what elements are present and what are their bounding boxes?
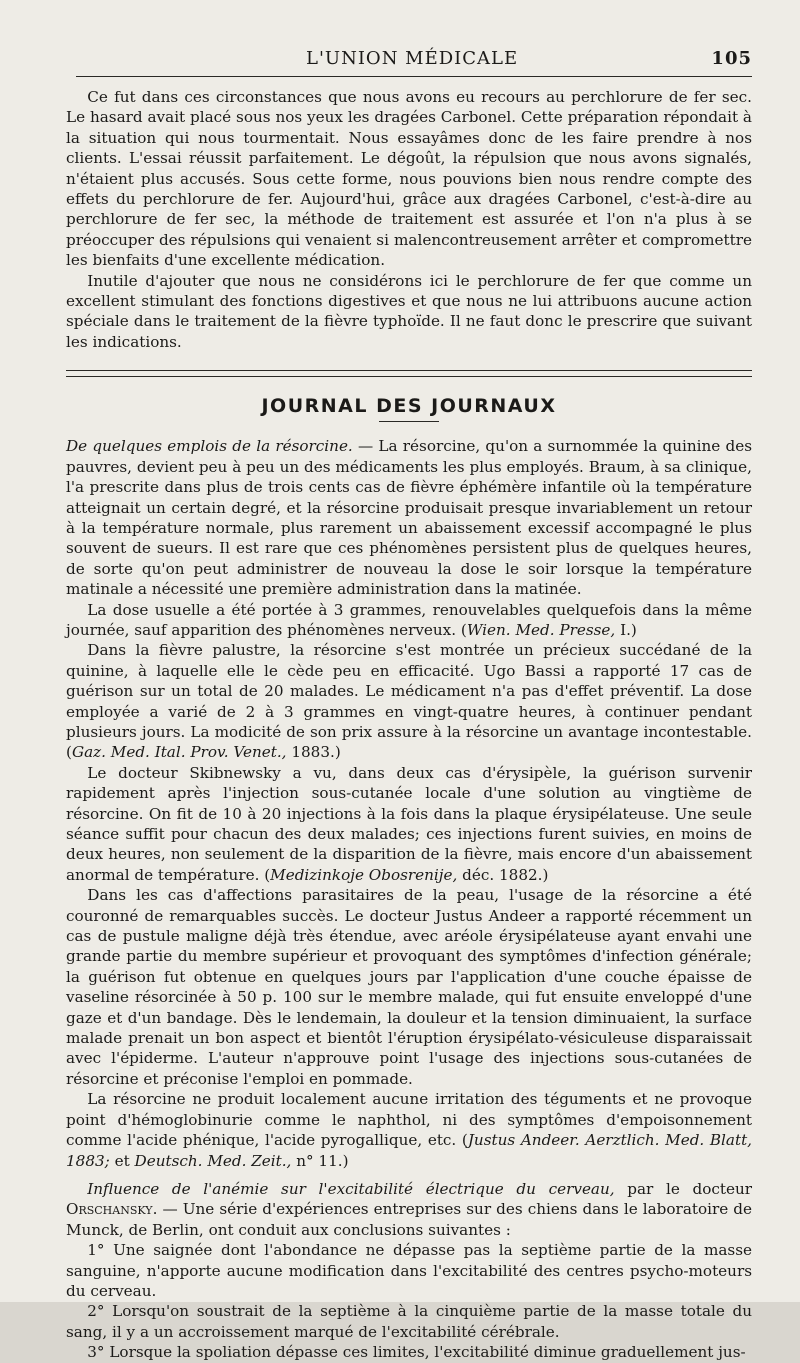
section-title: JOURNAL DES JOURNAUX — [261, 395, 557, 418]
article-2-point-2: 2° Lorsqu'on soustrait de la septième à la cinquième partie de la masse totale du sang, il y a un accroissement marqué de l'excitabilité cérébrale. — [66, 1302, 752, 1341]
p2-end: I.) — [615, 620, 637, 639]
p6-text: La résorcine ne produit localement aucune irritation des téguments et ne provoque point d'hémoglobinurie comme le naphthol, ni des symptômes d'empoisonnement comme l'acide phénique, l'acide pyrogallique, etc. ( — [66, 1090, 752, 1150]
p6-end: n° 11.) — [291, 1151, 349, 1170]
p3-text: Dans la fièvre palustre, la résorcine s'est montrée un précieux succédané de la quinine, à laquelle elle le cède peu en efficacité. Ugo Bassi a rapporté 17 cas de guérison sur un total de 20 malades. Le médicament n'a pas d'effet préventif. La dose employée a varié de 2 à 3 grammes en vingt-quatre heures, à continuer pendant plusieurs jours. La modicité de son prix assure à la résorcine un avantage incontestable. ( — [66, 641, 752, 762]
article-2-point-1: 1° Une saignée dont l'abondance ne dépasse pas la septième partie de la masse sanguine, n'apporte aucune modification dans l'excitabilité des centres psycho-moteurs du cerveau. — [66, 1241, 752, 1300]
section-divider — [66, 370, 752, 377]
citation: Wien. Med. Presse, — [466, 620, 616, 639]
article-2-point-3: 3° Lorsque la spoliation dépasse ces limites, l'excitabilité diminue graduellement jus- — [87, 1343, 746, 1362]
p6-mid: et — [109, 1151, 135, 1170]
p4-end: déc. 1882.) — [457, 865, 549, 884]
article-2-p1-text: . — Une série d'expériences entreprises sur des chiens dans le laboratoire de Munck, de Berlin, ont conduit aux conclusions suivantes : — [66, 1200, 752, 1239]
article-2-lead: Influence de l'anémie sur l'excitabilité électrique du cerveau, — [87, 1179, 615, 1198]
article-1-paragraph-2 — [66, 600, 752, 641]
p2-text: La dose usuelle a été portée à 3 grammes, renouvelables quelquefois dans la même journée, sauf apparition des phénomènes nerveux. ( — [66, 600, 752, 639]
p3-end: 1883.) — [286, 743, 341, 762]
article-1-lead: De quelques emplois de la résorcine. — [66, 437, 353, 456]
citation: Medizinkoje Obosrenije, — [270, 865, 458, 884]
article-1-p1-text: — La résorcine, qu'on a surnommée la quinine des pauvres, devient peu à peu un des médicaments les plus employés. Braum, à sa clinique, l'a prescrite dans plus de trois cents cas de fièvre éphémère infantile où la température atteignait un certain degré, et la résorcine produisait presque invariablement un retour à la température normale, plus rarement un abaissement excessif accompagné le plus souvent de sueurs. Il est rare que ces phénomènes persistent plus de quelques heures, de sorte qu'on peut administrer de nouveau la dose le soir lorsque la température matinale a nécessité une première administration dans la matinée. — [66, 437, 752, 599]
article-2-paragraph-1 — [66, 1179, 752, 1240]
header-rule — [76, 76, 752, 77]
article-1-paragraph-5: Dans les cas d'affections parasitaires de la peau, l'usage de la résorcine a été couronné de remarquables succès. Le docteur Justus Andeer a rapporté récemment un cas de pustule maligne déjà très étendue, avec aréole érysipélateuse ayant envahi une grande partie du membre supérieur et provoquant des symptômes d'infection générale; la guérison fut obtenue en quelques jours par l'application d'une couche épaisse de vaseline résorcinée à 50 p. 100 sur le membre malade, qui fut ensuite enveloppé d'une gaze et d'un bandage. Dès le lendemain, la douleur et la tension diminuaient, la surface malade prenait un bon aspect et bientôt l'éruption érysipélato-vésiculeuse disparaissait avec l'épiderme. L'auteur n'approuve point l'usage des injections sous-cutanées de résorcine et préconise l'emploi en pommade. — [66, 886, 752, 1088]
title-underline — [379, 421, 439, 422]
article-1-paragraph-3 — [66, 640, 752, 762]
page-number: 105 — [711, 48, 752, 69]
citation: Justus Andeer. Aerztlich. Med. Blatt, 1883; — [66, 1131, 752, 1170]
running-title: L'UNION MÉDICALE — [306, 48, 519, 69]
citation: Gaz. Med. Ital. Prov. Venet., — [71, 743, 287, 762]
article-1-paragraph-1 — [66, 436, 752, 599]
citation: Deutsch. Med. Zeit., — [134, 1151, 292, 1170]
intro-paragraph-2: Inutile d'ajouter que nous ne considérons ici le perchlorure de fer que comme un excellent stimulant des fonctions digestives et que nous ne lui attribuons aucune action spéciale dans le traitement de la fièvre typhoïde. Il ne faut donc le prescrire que suivant les indications. — [66, 271, 752, 351]
intro-paragraph-1: Ce fut dans ces circonstances que nous avons eu recours au perchlorure de fer sec. Le hasard avait placé sous nos yeux les dragées Carbonel. Cette préparation répondait à la situation qui nous tourmentait. Nous essayâmes donc de les faire prendre à nos clients. L'essai réussit parfaitement. Le dégoût, la répulsion que nous avons signalés, n'étaient plus accusés. Sous cette forme, nous pouvions bien nous rendre compte des effets du perchlorure de fer. Aujourd'hui, grâce aux dragées Carbonel, c'est-à-dire au perchlorure de fer sec, la méthode de traitement est assurée et l'on n'a plus à se préoccuper des répulsions qui venaient si malencontreusement arrêter et compromettre les bienfaits d'une excellente médication. — [66, 88, 752, 270]
p4-text: Le docteur Skibnewsky a vu, dans deux cas d'érysipèle, la guérison survenir rapidement après l'injection sous-cutanée locale d'une solution au vingtième de résorcine. On fit de 10 à 20 injections à la fois dans la plaque érysipélateuse. Une seule séance suffit pour chacun des deux malades; ces injections furent suivies, en moins de deux heures, non seulement de la disparition de la fièvre, mais encore d'un abaissement anormal de température. ( — [66, 763, 752, 884]
article-1-paragraph-4 — [66, 763, 752, 885]
running-header — [66, 44, 752, 74]
article-2-by: par le docteur — [614, 1179, 752, 1198]
article-1-paragraph-6 — [66, 1089, 752, 1171]
article-2-author: Orschansky — [66, 1200, 153, 1219]
